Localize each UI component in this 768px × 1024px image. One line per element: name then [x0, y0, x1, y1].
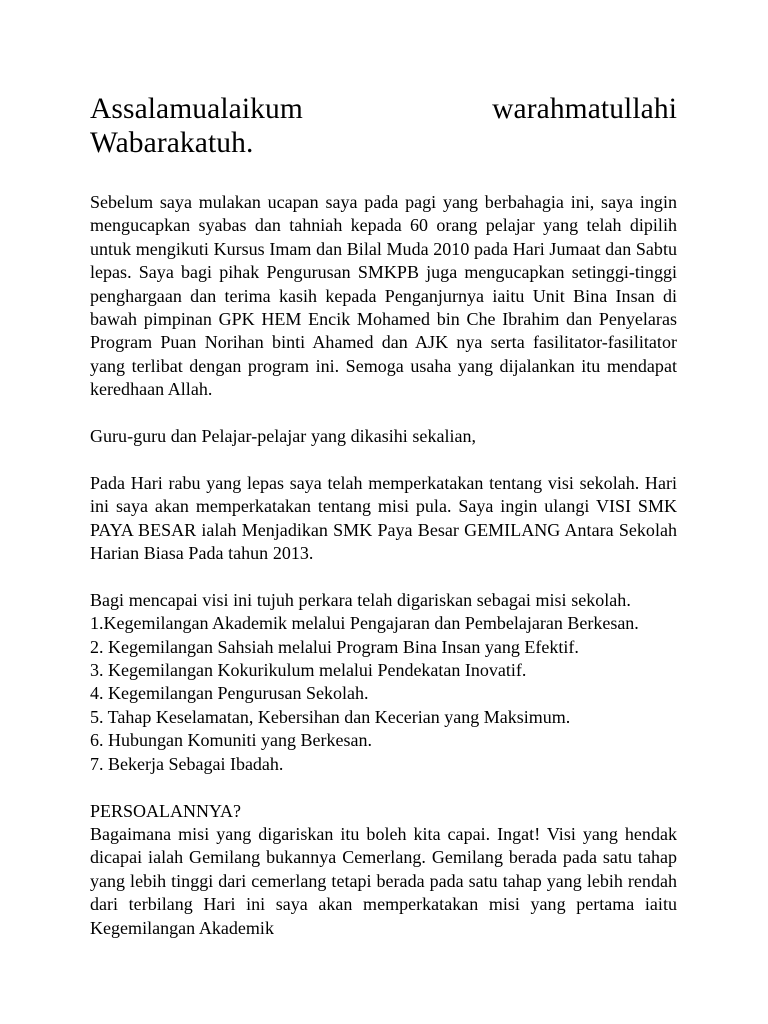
spacer-after-heading: [90, 160, 677, 191]
list-item: 3. Kegemilangan Kokurikulum melalui Pendekatan Inovatif.: [90, 660, 527, 681]
misi-list: [90, 612, 677, 776]
list-item: 1.Kegemilangan Akademik melalui Pengajaran dan Pembelajaran Berkesan.: [90, 613, 639, 634]
spacer-2: [90, 448, 677, 471]
list-item: 7. Bekerja Sebagai Ibadah.: [90, 753, 284, 774]
paragraph-salutation: Guru-guru dan Pelajar-pelajar yang dikasihi sekalian,: [90, 426, 477, 447]
list-item: 5. Tahap Keselamatan, Kebersihan dan Kecerian yang Maksimum.: [90, 706, 571, 727]
spacer-1: [90, 402, 677, 425]
list-item: 6. Hubungan Komuniti yang Berkesan.: [90, 730, 372, 751]
paragraph-persoalan: Bagaimana misi yang digariskan itu boleh kita capai. Ingat! Visi yang hendak dicapai ialah Gemilang bukannya Cemerlang. Gemilang berada pada satu tahap yang lebih tinggi dari cemerlang tetapi berada pada satu tahap yang lebih rendah dari terbilang Hari ini saya akan memperkatakan misi yang pertama iaitu Kegemilangan Akademik: [90, 823, 677, 938]
paragraph-visi: Pada Hari rabu yang lepas saya telah memperkatakan tentang visi sekolah. Hari ini saya akan memperkatakan tentang misi pula. Saya ingin ulangi VISI SMK PAYA BESAR ialah Menjadikan SMK Paya Besar GEMILANG Antara Sekolah Harian Biasa Pada tahun 2013.: [90, 472, 677, 564]
paragraph-opening: Sebelum saya mulakan ucapan saya pada pagi yang berbahagia ini, saya ingin mengucapkan syabas dan tahniah kepada 60 orang pelajar yang telah dipilih untuk mengikuti Kursus Imam dan Bilal Muda 2010 pada Hari Jumaat dan Sabtu lepas. Saya bagi pihak Pengurusan SMKPB juga mengucapkan setinggi-tinggi penghargaan dan terima kasih kepada Penganjurnya iaitu Unit Bina Insan di bawah pimpinan GPK HEM Encik Mohamed bin Che Ibrahim dan Penyelaras Program Puan Norihan binti Ahamed dan AJK nya serta fasilitator-fasilitator yang terlibat dengan program ini. Semoga usaha yang dijalankan itu mendapat keredhaan Allah.: [90, 192, 677, 400]
document-body: [90, 92, 677, 940]
spacer-3: [90, 565, 677, 588]
paragraph-misi-intro: Bagi mencapai visi ini tujuh perkara telah digariskan sebagai misi sekolah.: [90, 589, 631, 610]
spacer-4: [90, 776, 677, 799]
document-heading: [90, 92, 677, 160]
heading-line-2: Wabarakatuh.: [90, 127, 254, 159]
heading-line-1: Assalamualaikum warahmatullahi: [90, 93, 677, 125]
persoalan-heading: PERSOALANNYA?: [90, 800, 242, 821]
list-item: 2. Kegemilangan Sahsiah melalui Program Bina Insan yang Efektif.: [90, 636, 579, 657]
list-item: 4. Kegemilangan Pengurusan Sekolah.: [90, 683, 369, 704]
